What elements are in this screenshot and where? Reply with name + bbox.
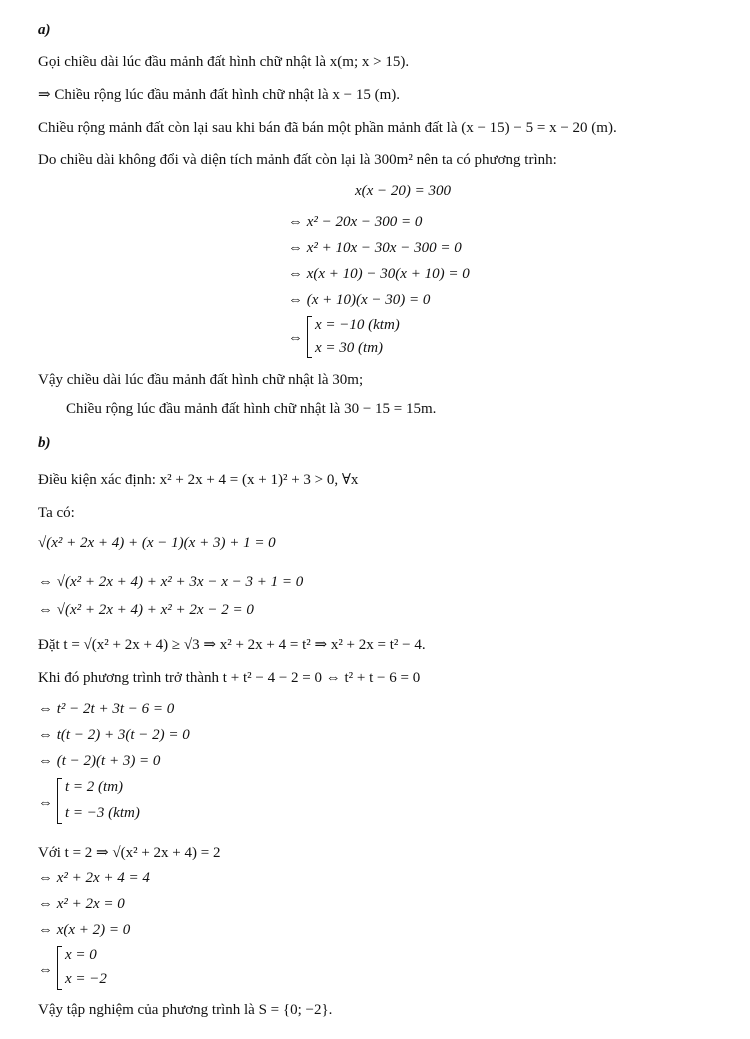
text-line: ⇒ Chiều rộng lúc đầu mảnh đất hình chữ nhật là x − 15 (m). — [38, 87, 400, 103]
equation-step: √(x² + 2x + 4) + (x − 1)(x + 3) + 1 = 0 — [38, 535, 276, 551]
equation-step: ⇔ t² − 2t + 3t − 6 = 0 — [38, 701, 175, 717]
text-line: Đặt t = √(x² + 2x + 4) ≥ √3 ⇒ x² + 2x + 4 = t² ⇒ x² + 2x = t² − 4. — [38, 637, 426, 653]
equation-main: x(x − 20) = 300 — [355, 183, 452, 199]
case-bracket — [57, 946, 62, 990]
text-line: Khi đó phương trình trở thành t + t² − 4 − 2 = 0 ⇔ t² + t − 6 = 0 — [38, 670, 421, 686]
equation-step: ⇔ x² + 10x − 30x − 300 = 0 — [288, 240, 462, 256]
text-line: Với t = 2 ⇒ √(x² + 2x + 4) = 2 — [38, 845, 221, 861]
case-top: t = 2 (tm) — [65, 779, 124, 795]
equation-step: ⇔ x² + 2x + 4 = 4 — [38, 870, 150, 886]
text-line: Chiều rộng lúc đầu mảnh đất hình chữ nhật là 30 − 15 = 15m. — [66, 401, 437, 417]
equivalence-arrow: ⇔ — [38, 795, 53, 811]
part-a-label: a) — [38, 22, 51, 38]
equation-step: ⇔ x(x + 2) = 0 — [38, 922, 131, 938]
equation-step: ⇔ x(x + 10) − 30(x + 10) = 0 — [288, 266, 470, 282]
case-bottom: t = −3 (ktm) — [65, 805, 140, 821]
equation-step: ⇔ (x + 10)(x − 30) = 0 — [288, 292, 431, 308]
equation-step: ⇔ (t − 2)(t + 3) = 0 — [38, 753, 161, 769]
case-bracket — [307, 316, 312, 358]
case-top: x = 0 — [65, 947, 97, 963]
case-bottom: x = −2 — [65, 971, 107, 987]
text-line: Chiều rộng mảnh đất còn lại sau khi bán đã bán một phần mảnh đất là (x − 15) − 5 = x − 20 (m). — [38, 120, 617, 136]
text-line: Ta có: — [38, 505, 75, 521]
text-line: Vậy chiều dài lúc đầu mảnh đất hình chữ nhật là 30m; — [38, 372, 364, 388]
equation-step: ⇔ x² + 2x = 0 — [38, 896, 125, 912]
equivalence-arrow: ⇔ — [38, 962, 53, 978]
text-line: Vậy tập nghiệm của phương trình là S = {0; −2}. — [38, 1002, 333, 1018]
case-top: x = −10 (ktm) — [315, 317, 400, 333]
case-bracket — [57, 778, 62, 824]
text-line: Gọi chiều dài lúc đầu mảnh đất hình chữ nhật là x(m; x > 15). — [38, 54, 410, 70]
equation-step: ⇔ √(x² + 2x + 4) + x² + 3x − x − 3 + 1 = 0 — [38, 574, 304, 590]
part-b-label: b) — [38, 435, 51, 451]
text-line: Điều kiện xác định: x² + 2x + 4 = (x + 1)² + 3 > 0, ∀x — [38, 472, 359, 488]
equation-step: ⇔ x² − 20x − 300 = 0 — [288, 214, 423, 230]
case-bottom: x = 30 (tm) — [315, 340, 384, 356]
equation-step: ⇔ √(x² + 2x + 4) + x² + 2x − 2 = 0 — [38, 602, 254, 618]
equation-step: ⇔ t(t − 2) + 3(t − 2) = 0 — [38, 727, 190, 743]
text-line: Do chiều dài không đổi và diện tích mảnh đất còn lại là 300m² nên ta có phương trình: — [38, 152, 557, 168]
equivalence-arrow: ⇔ — [288, 330, 303, 346]
